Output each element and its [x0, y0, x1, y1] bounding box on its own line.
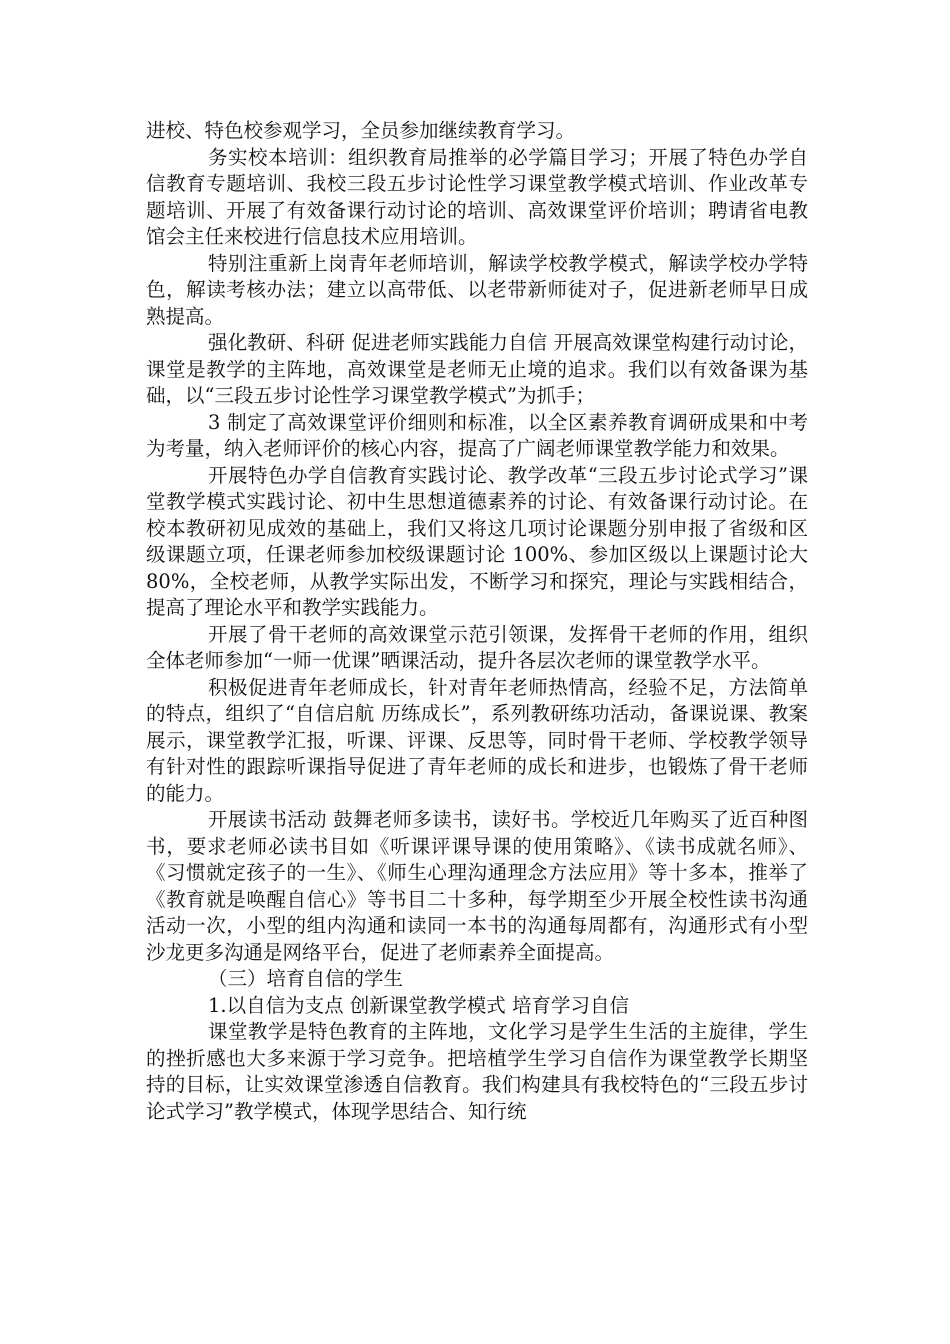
paragraph-continuation: 进校、特色校参观学习，全员参加继续教育学习。: [146, 119, 576, 142]
paragraph-research: 强化教研、科研 促进老师实践能力自信 开展高效课堂构建行动讨论，课堂是教学的主阵地，高效课堂是老师无止境的追求。我们以有效备课为基础，以“三段五步讨论性学习课堂教学模式”为抓手；: [146, 331, 808, 407]
paragraph-young-teacher-training: 特别注重新上岗青年老师培训，解读学校教学模式，解读学校办学特色，解读考核办法；建立以高带低、以老带新师徒对子，促进新老师早日成熟提高。: [146, 251, 808, 328]
paragraph-classroom-teaching: 课堂教学是特色教育的主阵地，文化学习是学生生活的主旋律，学生的挫折感也大多来源于学习竞争。把培植学生学习自信作为课堂教学长期坚持的目标，让实效课堂渗透自信教育。我们构建具有我校特色的“三段五步讨论式学习”教学模式，体现学思结合、知行统: [146, 1020, 808, 1123]
paragraph-practice-research: 开展特色办学自信教育实践讨论、教学改革“三段五步讨论式学习”课堂教学模式实践讨论、初中生思想道德素养的讨论、有效备课行动讨论。在校本教研初见成效的基础上，我们又将这几项讨论课题分别申报了省级和区级课题立项，任课老师参加校级课题讨论 100%、参加区级以上课题讨论大 80%，全校老师，从教学实际出发，不断学习和探究，理论与实践相结合，提高了理论水平和教学实践能力。: [146, 463, 808, 619]
paragraph-reading-activity: 开展读书活动 鼓舞老师多读书，读好书。学校近几年购买了近百种图书，要求老师必读书目如《听课评课导课的使用策略》、《读书成就名师》、《习惯就定孩子的一生》、《师生心理沟通理念方法应用》等十多本，推举了《教育就是唤醒自信心》等书目二十多种，每学期至少开展全校性读书沟通活动一次，小型的组内沟通和读同一本书的沟通每周都有，沟通形式有小型沙龙更多沟通是网络平台，促进了老师素养全面提高。: [146, 808, 808, 964]
subsection-heading: 1.以自信为支点 创新课堂教学模式 培育学习自信: [208, 993, 630, 1017]
paragraph-demo-lessons: 开展了骨干老师的高效课堂示范引领课，发挥骨干老师的作用，组织全体老师参加“一师一优课”晒课活动，提升各层次老师的课堂教学水平。: [146, 622, 808, 672]
paragraph-school-training: 务实校本培训：组织教育局推举的必学篇目学习；开展了特色办学自信教育专题培训、我校三段五步讨论性学习课堂教学模式培训、作业改革专题培训、开展了有效备课行动讨论的培训、高效课堂评价培训；聘请省电教馆会主任来校进行信息技术应用培训。: [146, 145, 808, 248]
paragraph-evaluation: 3 制定了高效课堂评价细则和标准，以全区素养教育调研成果和中考为考量，纳入老师评价的核心内容，提高了广阔老师课堂教学能力和效果。: [146, 410, 808, 460]
section-heading: （三）培育自信的学生: [208, 967, 404, 990]
paragraph-youth-growth: 积极促进青年老师成长，针对青年老师热情高，经验不足，方法简单的特点，组织了“自信启航 历练成长”，系列教研练功活动，备课说课、教案展示，课堂教学汇报，听课、评课、反思等，同时骨干老师、学校教学领导有针对性的跟踪听课指导促进了青年老师的成长和进步，也锻炼了骨干老师的能力。: [146, 675, 808, 805]
document-body: [146, 118, 808, 1125]
